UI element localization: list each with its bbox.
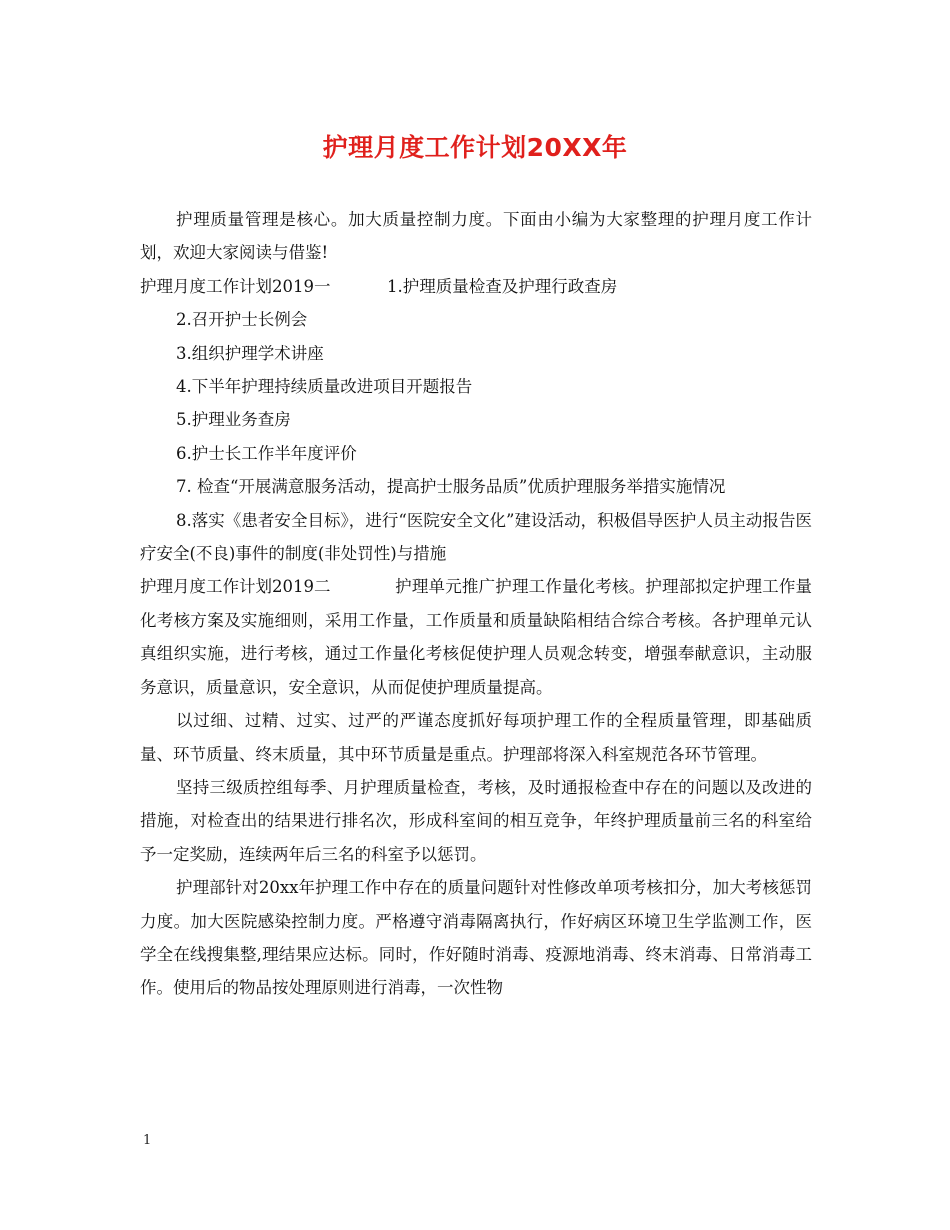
plan2-paragraph-1: 以过细、过精、过实、过严的严谨态度抓好每项护理工作的全程质量管理，即基础质量、环节质量、终末质量，其中环节质量是重点。护理部将深入科室规范各环节管理。 xyxy=(140,711,812,764)
plan1-item-3: 3.组织护理学术讲座 xyxy=(176,343,324,363)
plan1-item-7: 7. 检查“开展满意服务活动，提高护士服务品质”优质护理服务举措实施情况 xyxy=(176,477,726,497)
plan2-first-paragraph: 护理单元推广护理工作量化考核。护理部拟定护理工作量化考核方案及实施细则，采用工作量，工作质量和质量缺陷相结合综合考核。各护理单元认真组织实施，进行考核，通过工作量化考核促使护理人员观念转变，增强奉献意识，主动服务意识，质量意识，安全意识，从而促使护理质量提高。 xyxy=(140,577,812,697)
plan1-heading: 护理月度工作计划2019一 xyxy=(140,276,331,296)
document-body xyxy=(140,203,812,1005)
plan2-paragraph-3: 护理部针对20xx年护理工作中存在的质量问题针对性修改单项考核扣分，加大考核惩罚力度。加大医院感染控制力度。严格遵守消毒隔离执行，作好病区环境卫生学监测工作，医学全在线搜集整,理结果应达标。同时，作好随时消毒、疫源地消毒、终末消毒、日常消毒工作。使用后的物品按处理原则进行消毒，一次性物 xyxy=(140,878,812,998)
plan2-paragraph-2: 坚持三级质控组每季、月护理质量检查，考核，及时通报检查中存在的问题以及改进的措施，对检查出的结果进行排名次，形成科室间的相互竞争，年终护理质量前三名的科室给予一定奖励，连续两年后三名的科室予以惩罚。 xyxy=(140,777,812,864)
plan2-heading-paragraph xyxy=(140,570,812,704)
document-title: 护理月度工作计划20XX年 xyxy=(322,133,628,162)
plan1-item-2: 2.召开护士长例会 xyxy=(176,310,308,330)
intro-paragraph: 护理质量管理是核心。加大质量控制力度。下面由小编为大家整理的护理月度工作计划，欢迎大家阅读与借鉴! xyxy=(140,210,812,263)
plan1-item-4: 4.下半年护理持续质量改进项目开题报告 xyxy=(176,377,473,397)
plan1-heading-line xyxy=(140,270,812,303)
page-number: 1 xyxy=(143,1133,152,1148)
plan1-item-5: 5.护理业务查房 xyxy=(176,410,291,430)
plan2-heading: 护理月度工作计划2019二 xyxy=(140,577,331,597)
plan1-item-8: 8.落实《患者安全目标》，进行“医院安全文化”建设活动，积极倡导医护人员主动报告医疗安全(不良)事件的制度(非处罚性)与措施 xyxy=(140,510,812,564)
plan1-item-6: 6.护士长工作半年度评价 xyxy=(176,443,357,463)
plan1-item-1: 1.护理质量检查及护理行政查房 xyxy=(387,276,618,296)
